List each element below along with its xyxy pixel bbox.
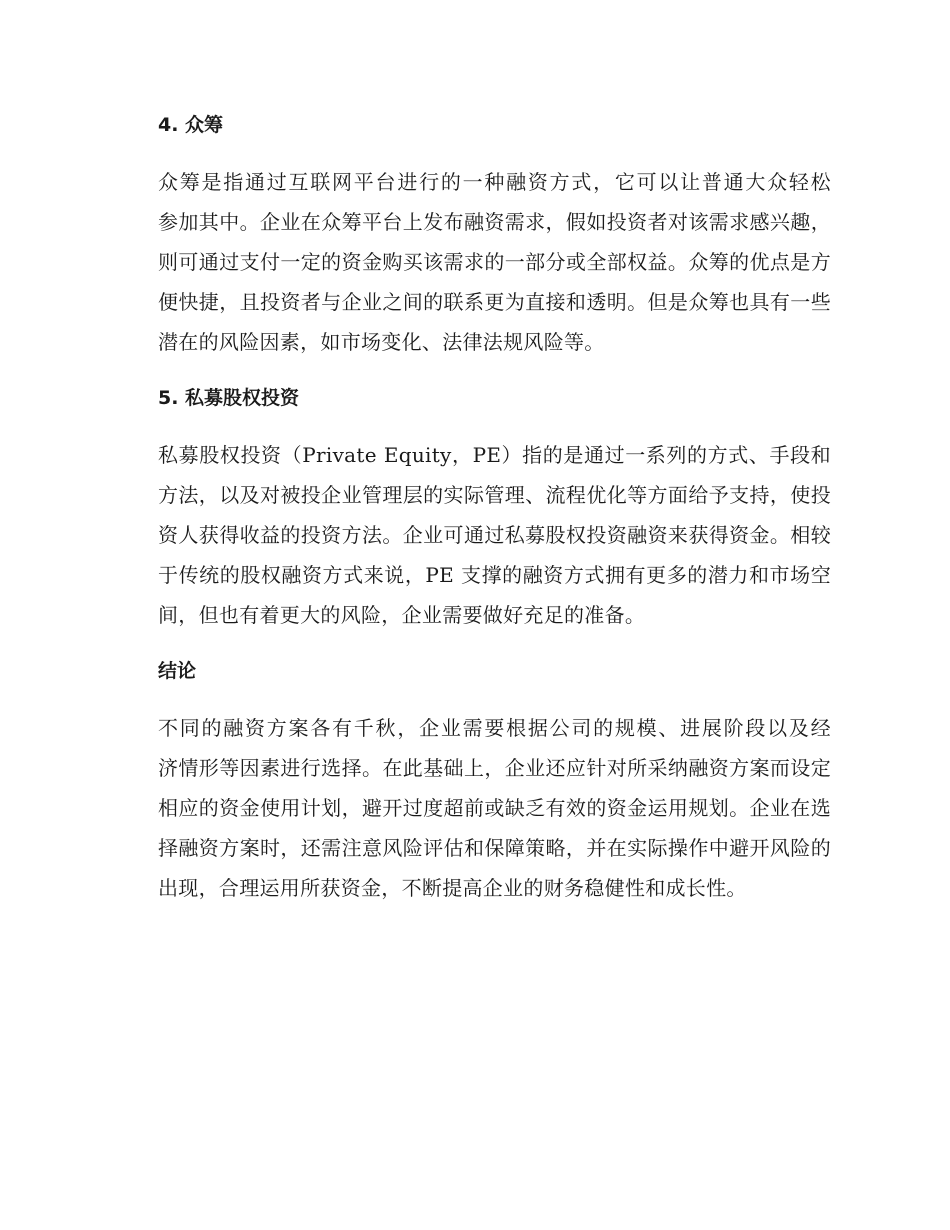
section-heading-crowdfunding: 4. 众筹 <box>158 114 224 136</box>
paragraph-line: 择融资方案时，还需注意风险评估和保障策略，并在实际操作中避开风险的 <box>158 836 831 860</box>
section-heading-conclusion: 结论 <box>158 660 197 682</box>
paragraph-line: 潜在的风险因素，如市场变化、法律法规风险等。 <box>158 330 605 354</box>
paragraph-line: 则可通过支付一定的资金购买该需求的一部分或全部权益。众筹的优点是方 <box>158 250 831 274</box>
paragraph-line: 出现，合理运用所获资金，不断提高企业的财务稳健性和成长性。 <box>158 876 747 900</box>
document-page <box>113 110 831 929</box>
paragraph-line: 间，但也有着更大的风险，企业需要做好充足的准备。 <box>158 603 646 627</box>
paragraph-private-equity <box>113 435 831 635</box>
paragraph-crowdfunding <box>113 162 831 362</box>
section-heading-private-equity: 5. 私募股权投资 <box>158 387 300 409</box>
paragraph-conclusion <box>113 708 831 908</box>
paragraph-line: 便快捷，且投资者与企业之间的联系更为直接和透明。但是众筹也具有一些 <box>158 290 831 314</box>
paragraph-line: 众筹是指通过互联网平台进行的一种融资方式，它可以让普通大众轻松 <box>158 170 831 194</box>
paragraph-line: 相应的资金使用计划，避开过度超前或缺乏有效的资金运用规划。企业在选 <box>158 796 831 820</box>
paragraph-line: 参加其中。企业在众筹平台上发布融资需求，假如投资者对该需求感兴趣， <box>158 210 831 234</box>
paragraph-line: 不同的融资方案各有千秋，企业需要根据公司的规模、进展阶段以及经 <box>158 716 831 740</box>
paragraph-line: 私募股权投资（Private Equity，PE）指的是通过一系列的方式、手段和 <box>158 443 831 467</box>
paragraph-line: 方法，以及对被投企业管理层的实际管理、流程优化等方面给予支持，使投 <box>158 483 831 507</box>
paragraph-line: 于传统的股权融资方式来说，PE 支撑的融资方式拥有更多的潜力和市场空 <box>158 563 831 587</box>
paragraph-line: 资人获得收益的投资方法。企业可通过私募股权投资融资来获得资金。相较 <box>158 523 831 547</box>
paragraph-line: 济情形等因素进行选择。在此基础上，企业还应针对所采纳融资方案而设定 <box>158 756 831 780</box>
